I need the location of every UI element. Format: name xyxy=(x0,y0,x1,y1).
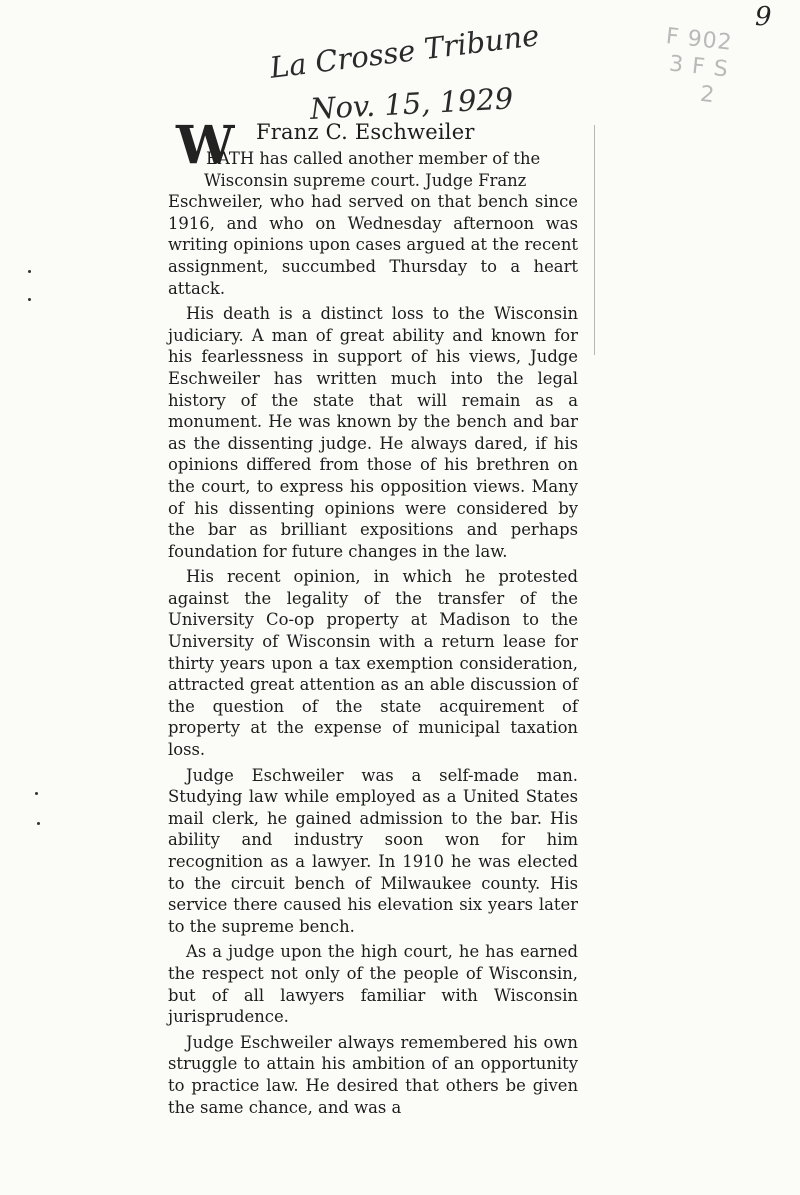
body-paragraph: His recent opinion, in which he protested against the legality of the transfer of the University Co-op property at Madison to the University of Wisconsin with a return lease for thirty years upon a tax exemption consideration, attracted great attention as an able discussion of the question of the state acquirement of property at the expense of municipal taxation loss. xyxy=(168,567,578,760)
margin-dot xyxy=(28,270,31,273)
body-paragraph: Judge Eschweiler always remembered his own struggle to attain his ambition of an opportunity to practice law. He desired that others be given the same chance, and was a xyxy=(168,1032,578,1117)
newspaper-clipping xyxy=(168,115,578,1122)
drop-cap: W xyxy=(176,115,235,176)
margin-dot xyxy=(28,298,31,301)
body-paragraph: Judge Eschweiler was a self-made man. Studying law while employed as a United States mail clerk, he gained admission to the bar. His ability and industry soon won for him recognition as a lawyer. In 1910 he was elected to the circuit bench of Milwaukee county. His service there caused his elevation six years later to the supreme bench. xyxy=(168,765,578,936)
lead-line-2: Wisconsin supreme court. Judge Franz xyxy=(204,170,527,190)
archive-pencil-mark xyxy=(659,23,767,114)
handwritten-date: Nov. 15, 1929 xyxy=(309,81,515,126)
margin-dot xyxy=(37,822,40,825)
body-paragraph: As a judge upon the high court, he has earned the respect not only of the people of Wisconsin, but of all lawyers familiar with Wisconsin jurisprudence. xyxy=(168,942,578,1027)
clipping-edge-line xyxy=(594,125,595,355)
handwritten-annotation xyxy=(267,18,542,126)
archive-mark-line: F 902 xyxy=(664,23,734,56)
lead-line-1: EATH has called another member of the xyxy=(206,149,541,168)
handwritten-publication: La Crosse Tribune xyxy=(267,18,542,85)
archive-mark-line: 2 xyxy=(698,81,717,109)
body-paragraph: His death is a distinct loss to the Wisconsin judiciary. A man of great ability and known for his fearlessness in support of his views, Judge Eschweiler has written much into the legal history of the state that will remain as a monument. He was known by the bench and bar as the dissenting judge. He always dared, if his opinions differed from those of his brethren on the court, to express his opposition views. Many of his dissenting opinions were considered by the bar as brilliant expositions and perhaps foundation for future changes in the law. xyxy=(168,304,578,561)
article-headline: Franz C. Eschweiler xyxy=(256,120,475,144)
lead-paragraph-rest: Eschweiler, who had served on that bench since 1916, and who on Wednesday afternoon was writing opinions upon cases argued at the recent assignment, succumbed Thursday to a heart attack. xyxy=(168,192,578,298)
margin-dot xyxy=(35,792,38,795)
archive-mark-line: 3 F S xyxy=(667,51,730,83)
page-number: 9 xyxy=(755,2,772,32)
